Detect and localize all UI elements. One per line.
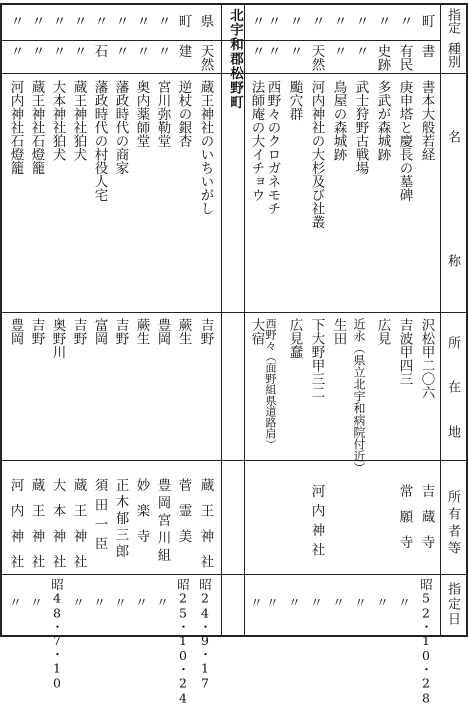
table-row-type: 〃 [352, 44, 369, 58]
table-row-designation: 〃 [330, 14, 347, 28]
table-row-owner: 蔵王神社 [70, 478, 87, 580]
table-row-location: 豊岡 [154, 318, 171, 345]
rule-header [440, 3, 441, 636]
border-right [466, 3, 468, 636]
table-row-date: 〃 [28, 596, 44, 609]
table-row-type: 〃 [70, 44, 87, 58]
table-row-name: 蔵王神社のいちいがし [197, 80, 214, 215]
table-row-date: 〃 [112, 596, 128, 609]
table-row-location: 沢松甲二〇六 [418, 318, 435, 399]
table-row-designation: 〃 [91, 14, 108, 28]
table-row-type: 〃 [112, 44, 129, 58]
table-row-type: 〃 [264, 44, 281, 58]
table-row-designation: 〃 [264, 14, 281, 28]
border-bottom [0, 635, 468, 637]
table-row-designation: 〃 [49, 14, 66, 28]
table-row-name: 藩政時代の商家 [112, 80, 129, 175]
table-row-name: 多武が森城跡 [374, 80, 391, 161]
header-location-2: 在 [445, 380, 460, 393]
table-row-type: 書 [418, 44, 435, 58]
table-row-designation: 〃 [248, 14, 265, 28]
table-row-location: 富岡 [91, 318, 108, 345]
table-row-name: 西野々のクロガネモチ [264, 80, 281, 215]
table-row-date: 〃 [396, 596, 412, 609]
table-row-date: 〃 [330, 596, 346, 609]
table-row-location: 奥野川 [49, 318, 66, 359]
table-row-location: 吉野 [28, 318, 45, 345]
table-row-type: 〃 [330, 44, 347, 58]
table-row-owner: 蔵王神社 [197, 478, 214, 580]
table-row-designation: 〃 [374, 14, 391, 28]
table-row-date: 〃 [264, 596, 280, 609]
section-title: 北宇和郡松野町 [227, 8, 243, 110]
table-row-date: 昭25・10・24 [175, 578, 191, 706]
table-row-name: 武士狩野古戦場 [352, 80, 369, 175]
header-name-2: 称 [445, 254, 460, 267]
header-name-1: 名 [445, 130, 460, 143]
table-row-type: 建 [175, 44, 192, 58]
table-row-designation: 町 [175, 14, 192, 28]
table-row-date: 〃 [352, 596, 368, 609]
table-row-location: 吉野 [112, 318, 129, 345]
table-row-date: 〃 [308, 596, 324, 609]
table-row-type: 有民 [396, 44, 413, 71]
table-row-name: 法師庵の大イチョウ [248, 80, 265, 202]
table-row-type: 〃 [28, 44, 45, 58]
table-row-designation: 〃 [28, 14, 45, 28]
table-row-location: 広見蠢 [286, 318, 303, 359]
table-row-owner: 妙楽寺 [133, 478, 150, 555]
table-row-designation: 〃 [133, 14, 150, 28]
table-row-location: 吉波甲四三 [396, 318, 413, 386]
table-row-location: 下大野甲三二 [308, 318, 325, 399]
header-location-3: 地 [445, 425, 460, 438]
header-owner: 所有者等 [445, 490, 460, 558]
table-row-date: 〃 [70, 596, 86, 609]
border-left [0, 3, 2, 636]
rule-location [0, 312, 468, 313]
table-row-type: 〃 [7, 44, 24, 58]
table-row-date: 昭48・7・10 [49, 578, 65, 691]
table-row-name: 河内神社の大杉及び社叢 [308, 80, 325, 229]
table-row-type: 〃 [154, 44, 171, 58]
table-row-date: 〃 [91, 596, 107, 609]
table-row-owner: 河内神社 [308, 484, 325, 562]
rule-owner [0, 460, 468, 461]
table-row-name: 宮川弥勒堂 [154, 80, 171, 148]
table-row-date: 昭52・10・28 [418, 578, 434, 706]
table-row-designation: 〃 [396, 14, 413, 28]
table-row-type: 〃 [248, 44, 265, 58]
table-row-owner: 吉蔵寺 [418, 484, 435, 561]
table-row-name: 書本大般若経 [418, 80, 435, 161]
table-row-owner: 正木郁三郎 [112, 478, 129, 561]
table-row-location: 吉野 [70, 318, 87, 345]
table-row-owner: 河内神社 [7, 478, 24, 580]
table-row-location: 蕨生 [175, 318, 192, 345]
table-row-location: 蕨生 [133, 318, 150, 345]
table-row-date: 〃 [374, 596, 390, 609]
table-row-name: 颱穴群 [286, 80, 303, 121]
table-row-designation: 〃 [352, 14, 369, 28]
table-row-type: 〃 [49, 44, 66, 58]
table-row-name: 大本神社狛犬 [49, 80, 66, 161]
table-row-type: 天然 [308, 44, 325, 71]
table-row-location: 広見 [374, 318, 391, 345]
table-row-designation: 〃 [7, 14, 24, 28]
table-row-owner: 須田一臣 [91, 478, 108, 556]
header-location-1: 所 [445, 336, 460, 349]
table-row-name: 鳥屋の森城跡 [330, 80, 347, 161]
table-row-owner: 常願寺 [396, 484, 413, 561]
table-row-location: 近永（県立北宇和病院付近） [352, 318, 366, 474]
table-row-date: 〃 [154, 596, 170, 609]
header-type: 種別 [445, 42, 460, 68]
table-row-date: 〃 [248, 596, 264, 609]
table-row-date: 〃 [286, 596, 302, 609]
table-row-owner: 菅霊美 [175, 478, 192, 555]
table-row-designation: 〃 [70, 14, 87, 28]
table-row-name: 逆杖の銀杏 [175, 80, 192, 148]
table-row-location: 吉野 [197, 318, 214, 345]
table-row-location: 豊岡 [7, 318, 24, 345]
table-row-owner: 大本神社 [49, 478, 66, 580]
table-row-type: 天然 [197, 44, 214, 71]
header-designation: 指定 [445, 8, 460, 34]
table-row-name: 藩政時代の村役人宅 [91, 80, 108, 202]
table-row-date: 〃 [133, 596, 149, 609]
table-row-name: 奥内薬師堂 [133, 80, 150, 148]
table-row-name: 蔵王神社石燈籠 [28, 80, 45, 175]
table-row-date: 昭24・9・17 [197, 578, 213, 691]
table-row-name: 庚申塔と慶長の墓碑 [396, 80, 413, 202]
table-row-designation: 町 [418, 14, 435, 28]
header-date: 指定日 [445, 582, 460, 627]
table-row-designation: 〃 [286, 14, 303, 28]
table-row-name: 蔵王神社狛犬 [70, 80, 87, 161]
table-row-owner: 豊岡宮川組 [154, 478, 171, 566]
table-row-type: 〃 [286, 44, 303, 58]
border-top [0, 3, 468, 5]
table-row-designation: 〃 [308, 14, 325, 28]
table-row-type: 史跡 [374, 44, 391, 71]
rule-section-left [221, 3, 222, 636]
table-row-type: 〃 [133, 44, 150, 58]
table-row-name: 河内神社石燈籠 [7, 80, 24, 175]
table-row-location: 生田 [330, 318, 347, 345]
table-row-date: 〃 [7, 596, 23, 609]
table-row-designation: 〃 [154, 14, 171, 28]
rule-type [0, 40, 440, 41]
table-row-designation: 県 [197, 14, 214, 28]
table-row-location: 大宿 [248, 318, 265, 345]
table-row-owner: 蔵王神社 [28, 478, 45, 580]
table-row-location: 西野々（面野組県道路肩） [264, 318, 277, 450]
table-row-designation: 〃 [112, 14, 129, 28]
table-row-type: 石 [91, 44, 108, 58]
